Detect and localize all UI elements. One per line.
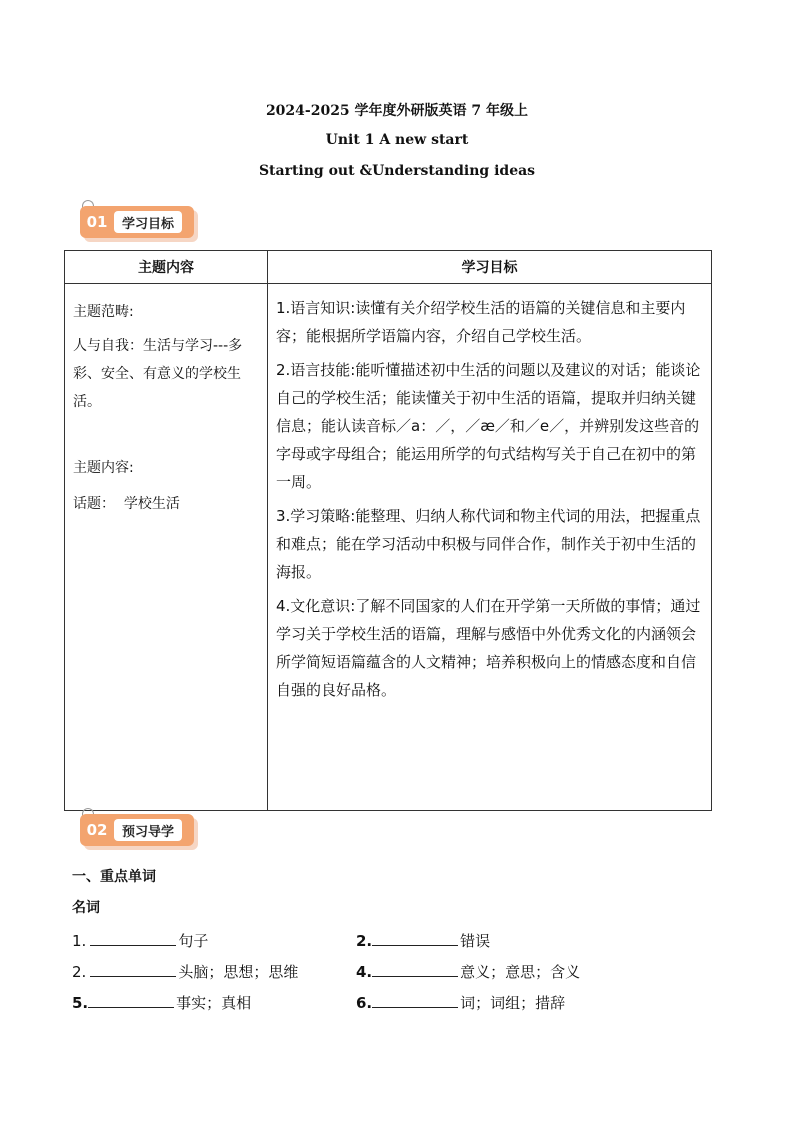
vocab-item: 5. 事实；真相 — [72, 994, 252, 1012]
answer-blank[interactable] — [90, 962, 176, 977]
answer-blank[interactable] — [372, 931, 458, 946]
goal-language-knowledge: 1.语言知识:读懂有关介绍学校生活的语篇的关键信息和主要内容；能根据所学语篇内容，介绍自己学校生活。 — [276, 299, 686, 345]
answer-blank[interactable] — [372, 962, 458, 977]
section-title: 一、重点单词 — [72, 869, 156, 885]
col-header-theme: 主题内容 — [65, 251, 268, 284]
theme-cell — [65, 284, 268, 811]
col-header-goals: 学习目标 — [268, 251, 712, 284]
goal-cultural-awareness: 4.文化意识:了解不同国家的人们在开学第一天所做的事情；通过学习关于学校生活的语篇，理解与感悟中外优秀文化的内涵领会所学简短语篇蕴含的人文精神；培养积极向上的情感态度和自信自强的良好品格。 — [276, 597, 701, 699]
learning-goals-table — [64, 250, 712, 811]
theme-range-label: 主题范畴: — [73, 304, 134, 320]
unit-title: Unit 1 A new start — [325, 132, 469, 148]
vocab-item: 1. 句子 — [72, 932, 209, 950]
vocab-item: 4. 意义；意思；含义 — [356, 963, 581, 981]
goals-cell — [268, 284, 712, 811]
subsection-title: 名词 — [72, 900, 100, 916]
vocab-item: 2. 头脑；思想；思维 — [72, 963, 299, 981]
vocab-item: 6. 词；词组；措辞 — [356, 994, 566, 1012]
lesson-title: Starting out &Understanding ideas — [258, 163, 536, 179]
topic: 话题： 学校生活 — [73, 496, 180, 512]
badge-number: 02 — [86, 821, 108, 839]
goal-learning-strategies: 3.学习策略:能整理、归纳人称代词和物主代词的用法，把握重点和难点；能在学习活动中积极与同伴合作，制作关于初中生活的海报。 — [276, 507, 701, 581]
answer-blank[interactable] — [372, 993, 458, 1008]
badge-label: 学习目标 — [114, 211, 182, 233]
answer-blank[interactable] — [90, 931, 176, 946]
goal-language-skills: 2.语言技能:能听懂描述初中生活的问题以及建议的对话；能谈论自己的学校生活；能读懂关于初中生活的语篇，提取并归纳关键信息；能认读音标／a：／，／æ／和／e／，并辨别发这些音的字母或字母组合；能运用所学的句式结构写关于自己在初中的第一周。 — [276, 361, 701, 491]
badge-number: 01 — [86, 213, 108, 231]
vocab-item: 2. 错误 — [356, 932, 491, 950]
answer-blank[interactable] — [88, 993, 174, 1008]
document-title: 2024-2025 学年度外研版英语 7 年级上 — [265, 103, 529, 119]
theme-content-label: 主题内容: — [73, 460, 134, 476]
theme-range-text: 人与自我：生活与学习---多彩、安全、有意义的学校生活。 — [73, 338, 243, 410]
badge-label: 预习导学 — [114, 819, 182, 841]
